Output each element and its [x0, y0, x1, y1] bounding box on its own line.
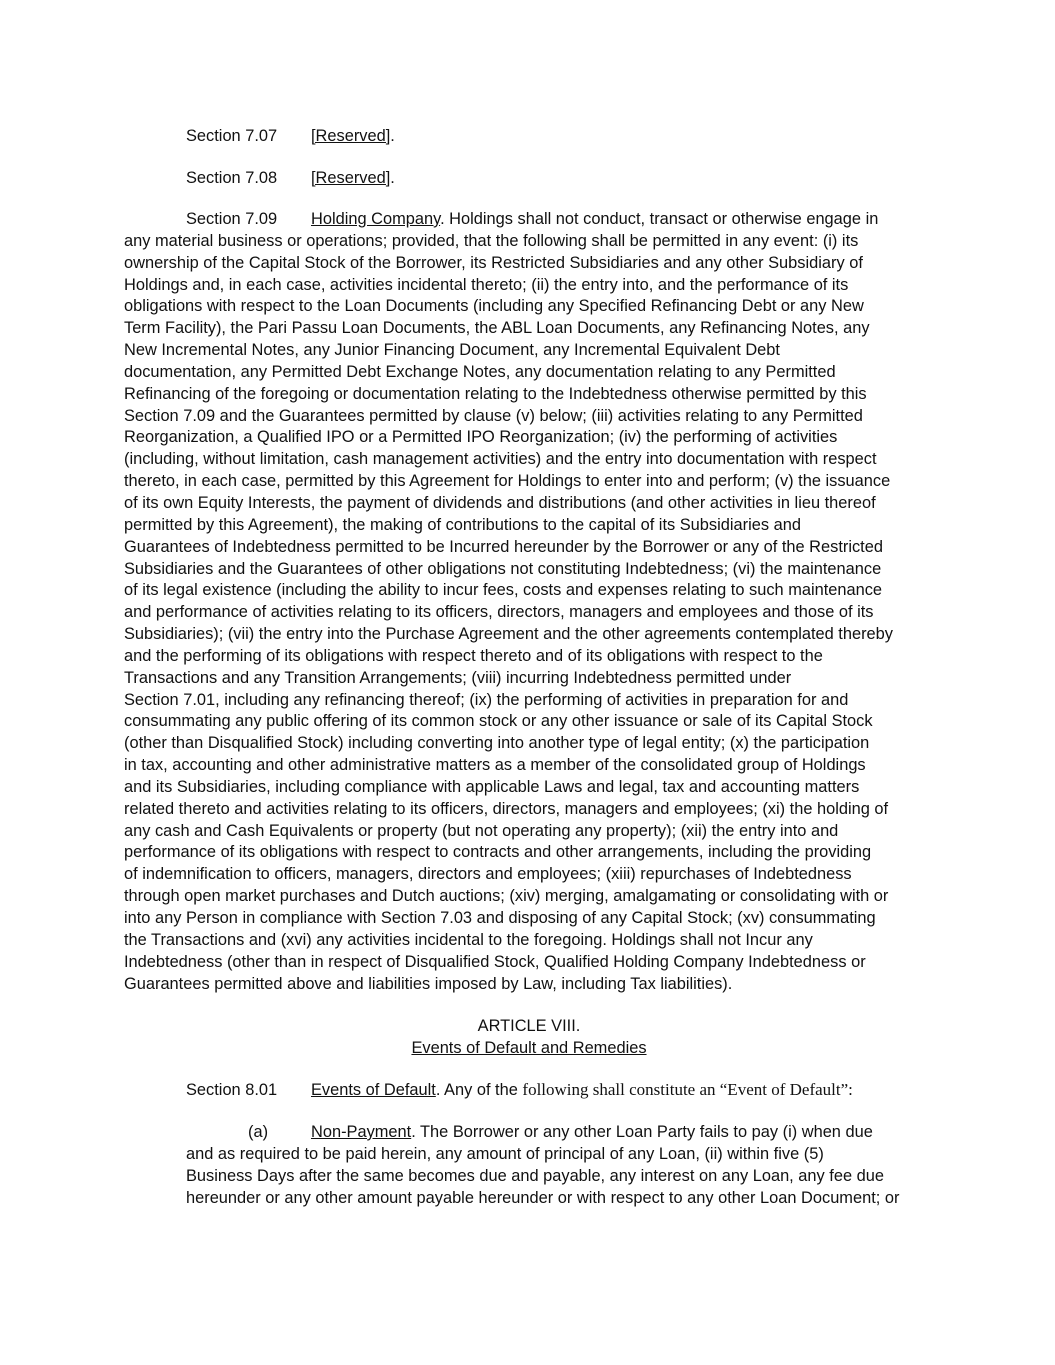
paragraph-line: Business Days after the same becomes due and payable, any interest on any Loan, any fee due [186, 1166, 884, 1185]
paragraph-line: (including, without limitation, cash management activities) and the entry into documentation with respect [124, 450, 877, 469]
section-7-09-paragraph [124, 209, 934, 995]
paragraph-line: any material business or operations; provided, that the following shall be permitted in any event: (i) its [124, 231, 859, 250]
paragraph-line: thereto, in each case, permitted by this Agreement for Holdings to enter into and perform; (v) the issuance [124, 472, 891, 491]
section-number: Section 7.09 [186, 210, 278, 228]
clause-title: Non-Payment [311, 1123, 412, 1141]
paragraph-line: documentation, any Permitted Debt Exchange Notes, any documentation relating to any Permitted [124, 362, 836, 381]
paragraph-line: Transactions and any Transition Arrangements; (viii) incurring Indebtedness permitted under [124, 668, 792, 687]
paragraph-line: Refinancing of the foregoing or documentation relating to the Indebtedness otherwise permitted by this [124, 384, 867, 403]
article-heading [124, 1015, 934, 1059]
section-punct: . [390, 169, 395, 187]
paragraph-line: and as required to be paid herein, any amount of principal of any Loan, (ii) within five (5) [186, 1144, 824, 1163]
section-text-serif: following shall constitute an “Event of Default”: [522, 1080, 853, 1099]
section-number: Section 7.08 [186, 169, 278, 187]
paragraph-line: permitted by this Agreement), the making of contributions to the capital of its Subsidiaries and [124, 515, 801, 534]
paragraph-line: of its own Equity Interests, the payment of dividends and distributions (and other activities in lieu thereof [124, 493, 876, 512]
paragraph-line: ownership of the Capital Stock of the Borrower, its Restricted Subsidiaries and any other Subsidiary of [124, 253, 863, 272]
article-title: Events of Default and Remedies [411, 1039, 647, 1057]
section-title: Holding Company [311, 210, 441, 228]
article-number: ARTICLE VIII. [477, 1017, 581, 1035]
paragraph-line: Reorganization, a Qualified IPO or a Permitted IPO Reorganization; (iv) the performing of activities [124, 428, 838, 447]
paragraph-line: Subsidiaries and the Guarantees of other obligations not constituting Indebtedness; (vi) the maintenance [124, 559, 882, 578]
paragraph-line: and its Subsidiaries, including compliance with applicable Laws and legal, tax and accounting matters [124, 777, 860, 796]
clause-a-paragraph [186, 1122, 934, 1209]
paragraph-line: and performance of activities relating to its officers, directors, managers and employees and those of its [124, 603, 874, 622]
paragraph-line: of indemnification to officers, managers, directors and employees; (xiii) repurchases of Indebtedness [124, 865, 852, 884]
clause-label: (a) [248, 1123, 269, 1141]
section-text: . Any of the [435, 1081, 523, 1099]
paragraph-line: consummating any public offering of its common stock or any other issuance or sale of its Capital Stock [124, 712, 873, 731]
paragraph-line: Holdings and, in each case, activities incidental thereto; (ii) the entry into, and the performance of its [124, 275, 849, 294]
paragraph-line: any cash and Cash Equivalents or property (but not operating any property); (xii) the entry into and [124, 821, 839, 840]
paragraph-line: Guarantees permitted above and liabilities imposed by Law, including Tax liabilities). [124, 974, 733, 993]
line-text: . The Borrower or any other Loan Party fails to pay (i) when due [411, 1123, 873, 1141]
paragraph-line: (other than Disqualified Stock) including converting into another type of legal entity; (x) the participation [124, 734, 870, 753]
paragraph-line: Section 7.09 and the Guarantees permitted by clause (v) below; (iii) activities relating to any Permitted [124, 406, 863, 425]
paragraph-line: related thereto and activities relating to its officers, directors, managers and employees; (xi) the holding of [124, 799, 889, 818]
paragraph-line: of its legal existence (including the ability to incur fees, costs and expenses relating to such maintenance [124, 581, 883, 600]
paragraph-line: and the performing of its obligations with respect thereto and of its obligations with respect to the [124, 646, 823, 665]
section-punct: . [390, 127, 395, 145]
paragraph-line: performance of its obligations with respect to contracts and other arrangements, including the providing [124, 843, 872, 862]
section-7-08 [186, 167, 395, 189]
line-text: . Holdings shall not conduct, transact or otherwise engage in [440, 210, 879, 228]
paragraph-line: Guarantees of Indebtedness permitted to be Incurred hereunder by the Borrower or any of the Restricted [124, 537, 883, 556]
paragraph-line [186, 1122, 934, 1144]
section-number: Section 7.07 [186, 127, 278, 145]
paragraph-line: Section 7.01, including any refinancing thereof; (ix) the performing of activities in preparation for and [124, 690, 849, 709]
section-number: Section 8.01 [186, 1081, 278, 1099]
paragraph-line: into any Person in compliance with Section 7.03 and disposing of any Capital Stock; (xv) consummating [124, 909, 876, 927]
paragraph-line [124, 209, 934, 231]
paragraph-line: in tax, accounting and other administrative matters as a member of the consolidated group of Holdings [124, 756, 866, 775]
section-title: Events of Default [311, 1081, 436, 1099]
paragraph-line: Indebtedness (other than in respect of Disqualified Stock, Qualified Holding Company Indebtedness or [124, 952, 866, 971]
paragraph-line: New Incremental Notes, any Junior Financing Document, any Incremental Equivalent Debt [124, 341, 780, 360]
section-title: [Reserved] [311, 169, 391, 187]
paragraph-line: the Transactions and (xvi) any activities incidental to the foregoing. Holdings shall not Incur any [124, 930, 813, 949]
section-7-07 [186, 125, 395, 147]
paragraph-line: obligations with respect to the Loan Documents (including any Specified Refinancing Debt or any New [124, 297, 864, 316]
paragraph-line: Subsidiaries); (vii) the entry into the Purchase Agreement and the other agreements contemplated thereby [124, 625, 893, 644]
paragraph-line: through open market purchases and Dutch auctions; (xiv) merging, amalgamating or consolidating with or [124, 887, 889, 906]
section-8-01 [186, 1079, 853, 1101]
section-title: [Reserved] [311, 127, 391, 145]
paragraph-line: hereunder or any other amount payable hereunder or with respect to any other Loan Document; or [186, 1188, 900, 1207]
paragraph-line: Term Facility), the Pari Passu Loan Documents, the ABL Loan Documents, any Refinancing Notes, any [124, 319, 870, 338]
